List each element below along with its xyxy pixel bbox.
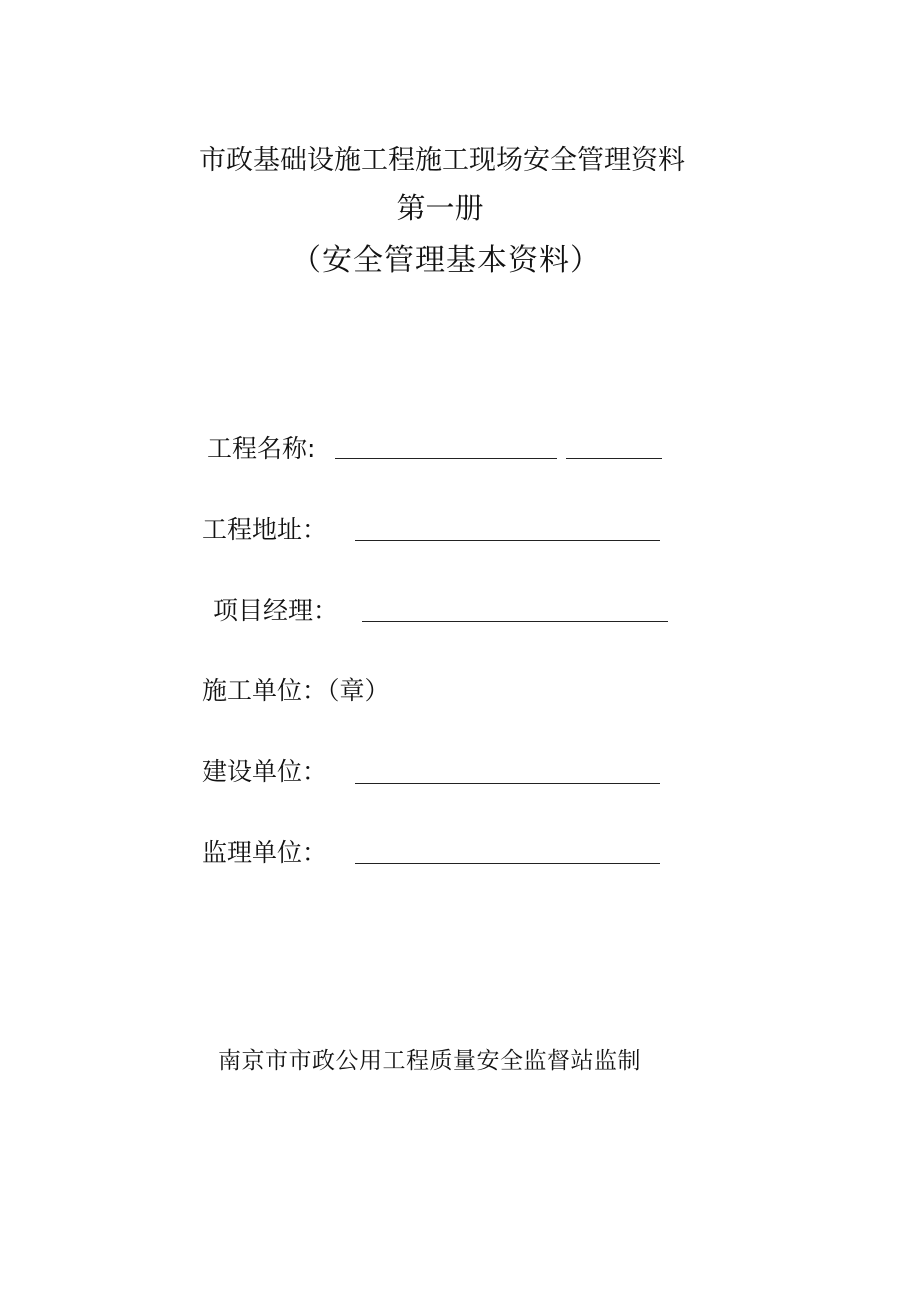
owner-unit-line: [355, 783, 660, 784]
project-name-label: 工程名称:: [207, 434, 316, 463]
project-manager-line: [362, 621, 668, 622]
project-manager-label: 项目经理：: [213, 596, 339, 625]
project-address-label: 工程地址：: [202, 515, 328, 544]
supervision-unit-label: 监理单位：: [202, 838, 328, 867]
construction-unit-label: 施工单位：（章）: [202, 676, 390, 705]
owner-unit-label: 建设单位：: [202, 757, 328, 786]
issuer-footer: 南京市市政公用工程质量安全监督站监制: [218, 1048, 641, 1074]
supervision-unit-line: [355, 863, 660, 864]
document-title: 市政基础设施工程施工现场安全管理资料: [199, 145, 685, 176]
project-name-line-2: [566, 458, 662, 459]
document-subtitle: （安全管理基本资料）: [291, 243, 601, 278]
project-address-line: [355, 540, 660, 541]
volume-label: 第一册: [396, 191, 484, 225]
project-name-line-1: [335, 458, 557, 459]
